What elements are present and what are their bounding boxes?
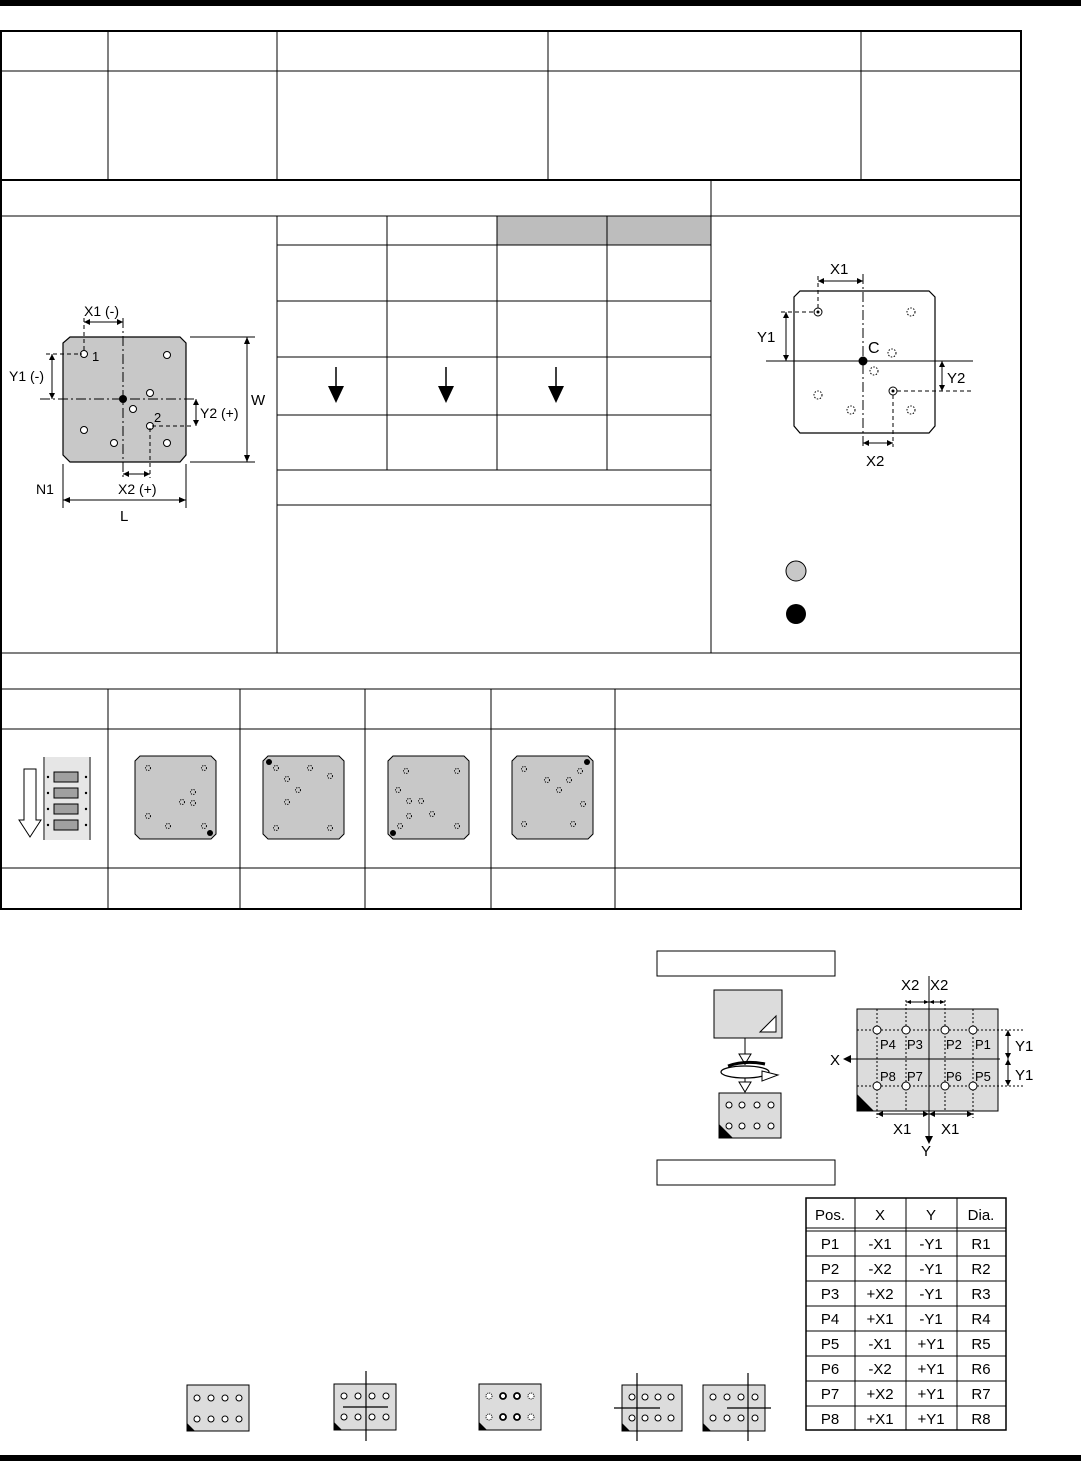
- pin-label: P5: [975, 1069, 991, 1084]
- hole: [147, 390, 154, 397]
- table-cell: -X1: [868, 1336, 892, 1353]
- pin-position-diagram: [830, 976, 1033, 1160]
- pin-position-table: [806, 1198, 1006, 1430]
- dim-label-n1: N1: [36, 481, 54, 497]
- table-cell: -Y1: [919, 1236, 943, 1253]
- table-header: Dia.: [967, 1207, 995, 1224]
- empty-label-box: [657, 951, 835, 976]
- hole: [81, 427, 88, 434]
- legend-black-circle: [786, 604, 806, 624]
- table-cell: P7: [820, 1386, 840, 1403]
- down-arrow-icon: [328, 367, 344, 403]
- dim-label-y1: Y1: [757, 329, 776, 346]
- table-cell: R7: [971, 1386, 991, 1403]
- dim-label-x1: X1: [830, 261, 849, 278]
- center-dot: [119, 395, 127, 403]
- dim-label-x2-left: X2: [901, 977, 920, 994]
- table-cell: +X2: [866, 1386, 894, 1403]
- table-cell: +Y1: [917, 1386, 945, 1403]
- dim-label-y1-bottom: Y1: [1015, 1067, 1034, 1084]
- shaded-header-cell: [498, 217, 607, 245]
- hole-label-1: 1: [92, 349, 100, 364]
- table-cell: +X1: [866, 1311, 894, 1328]
- table-header: X: [874, 1207, 886, 1224]
- dim-label-x2-right: X2: [930, 977, 949, 994]
- table-cell: P2: [820, 1261, 840, 1278]
- small-board-5: [703, 1373, 771, 1441]
- table-cell: P8: [820, 1411, 840, 1428]
- shaded-header-cell: [608, 217, 711, 245]
- board-dimension-diagram: [9, 303, 266, 525]
- orientation-board-1: [135, 756, 216, 839]
- dim-label-y1: Y1 (-): [9, 368, 44, 384]
- top-rule: [0, 0, 1081, 6]
- table-cell: P6: [820, 1361, 840, 1378]
- table-cell: -X1: [868, 1236, 892, 1253]
- dim-label-l: L: [120, 508, 129, 525]
- table-cell: P3: [820, 1286, 840, 1303]
- center-dot: [859, 357, 868, 366]
- table-cell: R1: [971, 1236, 991, 1253]
- pin-label: P7: [907, 1069, 923, 1084]
- down-arrow-icon: [438, 367, 454, 403]
- dim-label-x2: X2 (+): [118, 481, 157, 497]
- table-cell: R6: [971, 1361, 991, 1378]
- orientation-board-4: [512, 756, 593, 839]
- flip-board-illustration: [714, 990, 782, 1138]
- down-arrow-icon: [548, 367, 564, 403]
- orientation-board-2: [263, 756, 344, 839]
- table-cell: -Y1: [919, 1286, 943, 1303]
- table-cell: R5: [971, 1336, 991, 1353]
- table-cell: R2: [971, 1261, 991, 1278]
- table-cell: P1: [820, 1236, 840, 1253]
- bottom-rule: [0, 1455, 1081, 1461]
- dim-label-y2: Y2 (+): [200, 405, 239, 421]
- table-cell: R8: [971, 1411, 991, 1428]
- table-cell: +Y1: [917, 1336, 945, 1353]
- table-cell: P4: [820, 1311, 840, 1328]
- small-board-2: [334, 1371, 396, 1441]
- tape-feed-icon: [19, 757, 90, 840]
- table-cell: R3: [971, 1286, 991, 1303]
- dim-label-x1-right: X1: [941, 1121, 960, 1138]
- pin-label: P2: [946, 1037, 962, 1052]
- dim-label-x1-left: X1: [893, 1121, 912, 1138]
- hole: [130, 406, 137, 413]
- hole: [164, 352, 171, 359]
- orientation-board-3: [388, 756, 469, 839]
- axis-label-y: Y: [921, 1143, 932, 1160]
- small-board-1: [187, 1385, 249, 1431]
- table-cell: +X1: [866, 1411, 894, 1428]
- axis-label-x: X: [830, 1052, 841, 1069]
- fiducial-offset-diagram: [757, 261, 973, 470]
- table-cell: +Y1: [917, 1361, 945, 1378]
- dim-label-x1: X1 (-): [84, 303, 119, 319]
- table-cell: P5: [820, 1336, 840, 1353]
- table-header: Pos.: [814, 1207, 846, 1224]
- pin-label: P6: [946, 1069, 962, 1084]
- hole-label-2: 2: [154, 410, 162, 425]
- pin-label: P1: [975, 1037, 991, 1052]
- small-board-4: [614, 1373, 682, 1441]
- hole: [111, 440, 118, 447]
- pin-label: P4: [880, 1037, 896, 1052]
- table-cell: -X2: [868, 1261, 892, 1278]
- empty-label-box: [657, 1160, 835, 1185]
- pin-label: P8: [880, 1069, 896, 1084]
- table-cell: -X2: [868, 1361, 892, 1378]
- table-cell: -Y1: [919, 1311, 943, 1328]
- dim-label-x2: X2: [866, 453, 885, 470]
- legend-gray-circle: [786, 561, 806, 581]
- table-cell: -Y1: [919, 1261, 943, 1278]
- table-cell: +Y1: [917, 1411, 945, 1428]
- table-header: Y: [925, 1207, 937, 1224]
- dim-label-y2: Y2: [947, 370, 966, 387]
- table-cell: R4: [971, 1311, 991, 1328]
- dim-label-y1-top: Y1: [1015, 1038, 1034, 1055]
- table-cell: +X2: [866, 1286, 894, 1303]
- center-label-c: C: [868, 340, 880, 357]
- small-board-3: [479, 1384, 541, 1430]
- dim-label-w: W: [251, 392, 266, 409]
- pin-label: P3: [907, 1037, 923, 1052]
- hole: [164, 440, 171, 447]
